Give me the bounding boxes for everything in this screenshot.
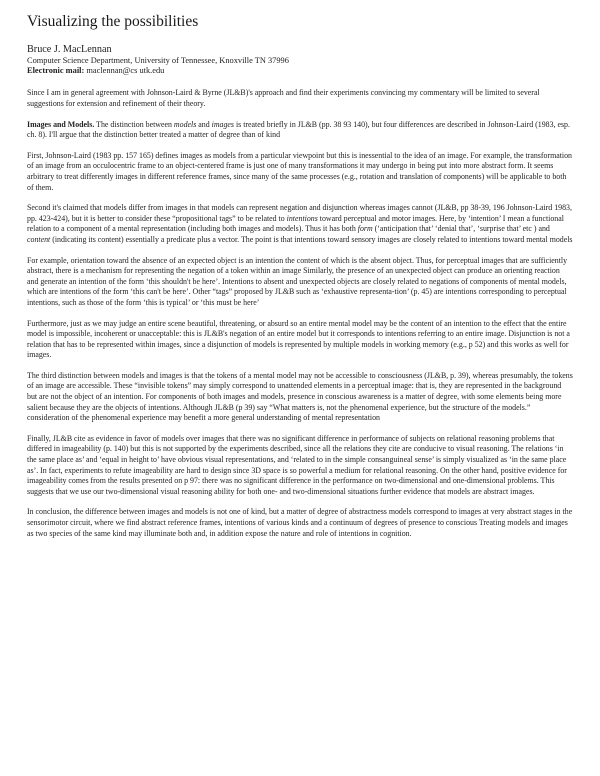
body-paragraph [27, 120, 573, 141]
paragraph-text: toward perceptual and motor images. Here, by ‘intention’ I mean a functional relation to a component of a mental representation (including both images and models). Thus it has both [27, 213, 564, 234]
paragraph-text: Furthermore, just as we may judge an entire scene beautiful, threatening, or absurd so an entire mental model may be the content of an intention to the effect that the entire model is impossible, incoherent or unacceptable: this is JL&B's negation of an entire model but it corresponds to intentions referring to an entire image. Disjunction is not a relation that has to be represented within images, since a disjunction of models is represented by multiple models in working memory (e.g., p 52) and this works as well for images. [27, 318, 570, 360]
emphasized-term: content [27, 234, 51, 244]
paragraph-text: (‘anticipation that’ ‘denial that’, ‘surprise that’ etc ) and [372, 224, 550, 234]
paragraph-text: First, Johnson-Laird (1983 pp. 157 165) defines images as models from a particular viewpoint but this is inessential to the idea of an image. For example, the transformation of an image from an occulocentric frame to an object-centered frame is just one of many transformations it may undergo in being put into more abstract form. It seems arbitrary to treat differently images in different reference frames, since many of the same processes (e.g., rotation and translation of components) will be applicable to both of them. [27, 150, 572, 192]
author-email-line [27, 66, 573, 76]
paragraph-text: is treated briefly in JL&B (pp. 38 93 140), but four differences are described in Johnson-Laird (1983, esp. ch. 8). I'll argue that the distinction better treated a matter of degree than of kind [27, 119, 570, 140]
paragraph-text: and [196, 119, 212, 129]
page-title: Visualizing the possibilities [27, 13, 199, 30]
paragraph-text: The third distinction between models and images is that the tokens of a mental model may not be accessible to consciousness (JL&B, p. 39), whereas presumably, the tokens of an image are accessible. These “invisible tokens” may simply correspond to unattended elements in a perceptual image: that is, they are represented in the background but are not the object of an intention. For components of both images and models, presence in conscious awareness is a matter of degree, with some elements being more salient because they are the objects of intentions. Although JL&B (p 39) say “What matters is, not the phenomenal experience, but the structure of the models.” consideration of the phenomenal experience may benefit a more general understanding of mental representation [27, 370, 573, 423]
paragraph-text: Second it's claimed that models differ from images in that models can represent negation and disjunction whereas images cannot (JL&B, pp 38-39, 196 Johnson-Laird 1983, pp. 423-424), but it is better to consider these “propositional tags” to be related to [27, 203, 572, 223]
body-paragraph [27, 151, 573, 193]
body-paragraph [27, 256, 573, 309]
body-paragraph [27, 88, 573, 109]
body-text [27, 88, 573, 539]
body-paragraph [27, 507, 573, 539]
section-heading: Images and Models. [27, 119, 95, 129]
body-paragraph [27, 434, 573, 498]
emphasized-term: images [211, 119, 234, 129]
emphasized-term: form [357, 224, 373, 234]
paragraph-text: Since I am in general agreement with Johnson-Laird & Byrne (JL&B)'s approach and find their experiments convincing my commentary will be limited to several suggestions for extension and refinement of their theory. [27, 88, 540, 108]
paragraph-text: The distinction between [94, 119, 174, 129]
author-affiliation: Computer Science Department, University of Tennessee, Knoxville TN 37996 [27, 56, 289, 65]
paragraph-text: In conclusion, the difference between images and models is not one of kind, but a matter of degree of abstractness models correspond to images at very abstract stages in the sensorimotor circuit, where we find abstract reference frames, intentions of various kinds and a continuum of degrees of presence to conscious Treating models and images as two species of the same kind may illuminate both and, in addition expose the nature and role of intentions in cognition. [27, 507, 573, 538]
author-name: Bruce J. MacLennan [27, 44, 112, 55]
paragraph-text: (indicating its content) essentially a predicate plus a vector. The point is that intentions toward sensory images are closely related to intentions toward mental models [50, 234, 573, 244]
body-paragraph [27, 319, 573, 361]
email-address[interactable]: maclennan@cs utk.edu [86, 66, 165, 76]
paragraph-text: For example, orientation toward the absence of an expected object is an intention the content of which is the absent object. Thus, for perceptual images that are sufficiently abstract, there is a mechanism for representing the negation of a token within an image Similarly, the presence of an unexpected object can produce an orienting reaction and generate an intention of the form ‘this shouldn't be here’. Intentions to absent and unexpected objects are closely related to negations of components of mental models, which are intentions of the form ‘this can't be here’. Other “tags” proposed by JL&B such as ‘exhaustive representa-tion’ (p. 45) are intentions corresponding to perceptual intentions, such as those of the form ‘this is typical’ or ‘this must be here’ [27, 255, 568, 307]
body-paragraph [27, 371, 573, 424]
email-label: Electronic mail: [27, 66, 85, 76]
body-paragraph [27, 203, 573, 245]
author-block [27, 44, 573, 76]
paragraph-text: Finally, JL&B cite as evidence in favor of models over images that there was no significant difference in performance of subjects on relational reasoning problems that differed in imageability (p. 140) but this is not supported by the experiments described, since all the relations they cite are conducive to visual reasoning. The relations ‘in the same place as’ and ‘equal in height to’ have obvious visual representations, and ‘related to in the simple consanguineal sense’ is simply visualized as ‘in the same place as’. In fact, experiments to refute imageability are hard to design since 3D space is so powerful a medium for relational reasoning. On the other hand, positive evidence for imageability comes from the results presented on p 97: there was no significant difference in the performance on two-dimensional and one-dimensional problems. This suggests that we use our two-dimensional visual reasoning ability for both one- and two-dimensional situations further evidence that models are abstract images. [27, 433, 567, 496]
emphasized-term: intentions [286, 213, 318, 223]
emphasized-term: models [173, 119, 197, 129]
